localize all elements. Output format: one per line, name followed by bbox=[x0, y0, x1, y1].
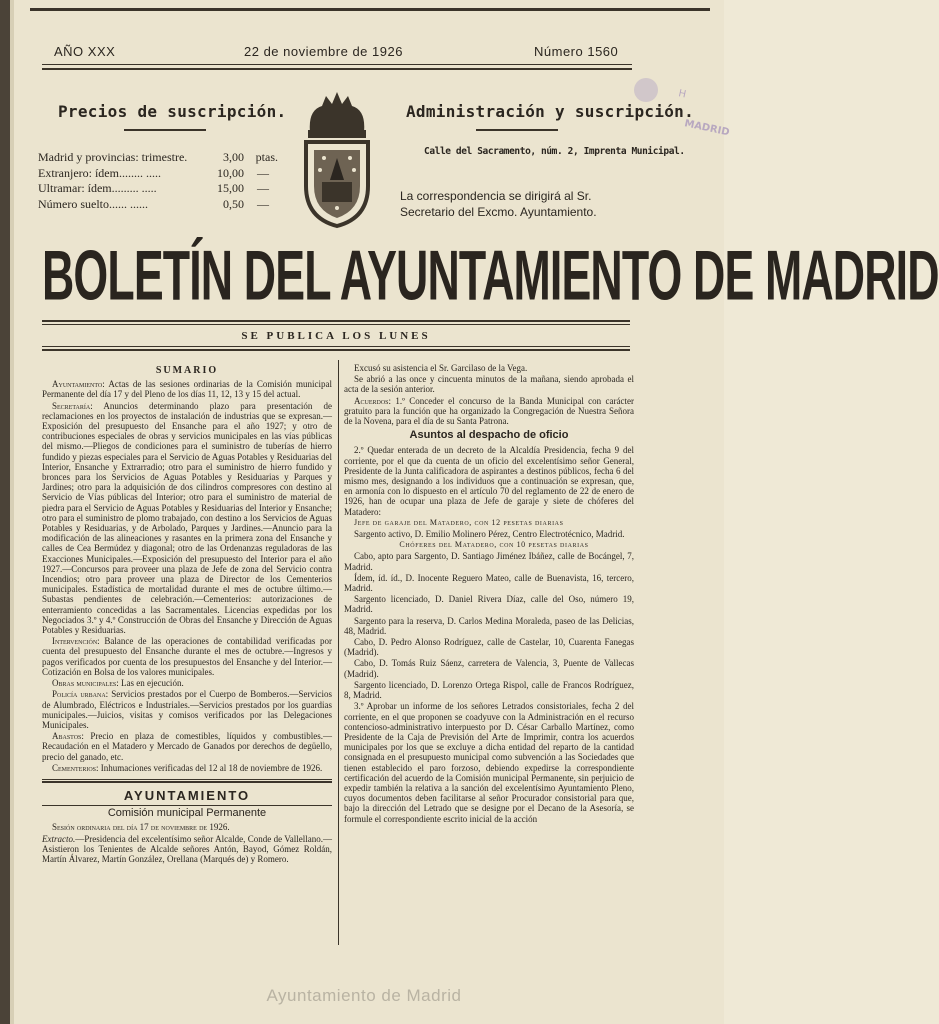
price-row: Número suelto...... ...... 0,50 — bbox=[38, 196, 269, 211]
price-row: Madrid y provincias: trimestre. 3,00 ptas. bbox=[38, 150, 278, 164]
issue-number: Número 1560 bbox=[534, 44, 619, 59]
madrid-coat-of-arms-icon bbox=[300, 90, 374, 232]
list-item: Sargento licenciado, D. Daniel Rivera Díaz, calle del Oso, número 19, Madrid. bbox=[344, 594, 634, 615]
svg-text:MADRID: MADRID bbox=[683, 118, 731, 139]
title-rule-thin bbox=[42, 324, 630, 325]
masthead-rule-bottom bbox=[42, 68, 632, 70]
ayuntamiento-heading: AYUNTAMIENTO bbox=[123, 787, 251, 803]
sumario-paragraph: Ayuntamiento: Actas de las sesiones ordinarias de la Comisión municipal Permanente del día 17 y del Pleno de los días 11, 12, 13 y 15 del actual. bbox=[42, 379, 332, 400]
list-item: Cabo, D. Pedro Alonso Rodríguez, calle de Castelar, 10, Cuarenta Fanegas (Madrid). bbox=[344, 637, 634, 658]
correspondence-note: La correspondencia se dirigirá al Sr. Secretario del Excmo. Ayuntamiento. bbox=[400, 189, 597, 219]
administration-underline bbox=[476, 129, 558, 131]
sumario-paragraph: Intervención: Balance de las operaciones de contabilidad verificadas por cuenta del presupuesto del Ensanche durante el mes de octubre.—Ingresos y pagos verificados por cuenta de los presupuestos del Ensanche y del Interior.—Cotización en Bolsa de los valores municipales. bbox=[42, 636, 332, 677]
list-item: Ídem, íd. íd., D. Inocente Reguero Mateo, calle de Buenavista, 16, tercero, Madrid. bbox=[344, 572, 634, 594]
binding-edge bbox=[0, 0, 10, 1024]
list-item: Sargento licenciado, D. Lorenzo Ortega Rispol, calle de Francos Rodríguez, 8, Madrid. bbox=[344, 679, 634, 701]
left-column bbox=[42, 366, 332, 865]
text-paragraph: 2.º Quedar enterada de un decreto de la Alcaldía Presidencia, fecha 9 del corriente, por el que da cuenta de un oficio del excelentísimo señor General, Presidente de la Junta calificadora de aspirantes a destinos públicos, fecha 6 del mismo mes, designando a los individuos que a continuación se expresan, que, en armonía con lo dispuesto en el artículo 70 del reglamento de 22 de enero de 1926, han de ocupar una plaza de Jefe de garaje y siete de chóferes del Matadero: bbox=[344, 445, 634, 517]
library-stamp-icon bbox=[646, 76, 731, 139]
sumario-paragraph: Secretaría: Anuncios determinando plazo para presentación de reclamaciones en los proyectos de instalación de industrias que se expresan.—Exposición del presupuesto del Ensanche para el año 1927; y otro de contribuciones especiales de obras y servicios municipales en las vías públicas del mismo.—Pliegos de condiciones para el suministro de tuberías de hierro fundido y piezas especiales para el Servicio de Aguas Potables y Residuarias del Interior, Ensanche y Extrarradio; otro para el suministro de hierro fundido y bronces para los Servicios de Aguas Potables y Residuarias y Parques y Jardines; otro para la adquisición de dos cilindros compresores con destino al Servicio de Vías públicas del Interior; otro para el suministro de material de piedra para el Servicio de Aguas Potables y Residuarias del Interior y Ensanche; otro para el suministro de plomo trabajado, con destino a los Servicios de Aguas Potables y Residuarias, y de Arbolado, Parques y Jardines.—Anuncio para la modificación de las alineaciones y rasantes en la primera zona del Ensanche y calles de Cea Bermúdez y diagonal; otro de las Ordenanzas reguladoras de las Exacciones Municipales.—Exposición del presupuesto del Interior para el año 1927.—Concursos para proveer una plaza de Jefe de zona del Servicio contra Incendios; otro para proveer una plaza de Director de los Cementerios municipales. Estadística de mortalidad durante el mes de octubre último.—Subastas pendientes de celebración.—Cementerios: autorizaciones de enterramiento concedidas a las Sacramentales. Licencias expedidas por los Negociados 3.º y 4.º Construcción de Obras del Ensanche y Dirección de Aguas Potables y Residuarias. bbox=[42, 400, 332, 636]
issue-year: AÑO XXX bbox=[54, 44, 116, 59]
masthead-rule-top bbox=[42, 64, 632, 65]
list-item: Cabo, D. Tomás Ruiz Sáenz, carretera de Valencia, 3, Puente de Vallecas (Madrid). bbox=[344, 658, 634, 679]
choferes-heading: Chóferes del Matadero, con 10 pesetas diarias bbox=[399, 540, 589, 550]
asuntos-heading: Asuntos al despacho de oficio bbox=[409, 429, 569, 442]
list-item: Sargento activo, D. Emilio Molinero Pérez, Centro Electrotécnico, Madrid. bbox=[354, 529, 625, 540]
svg-text:H: H bbox=[677, 88, 688, 101]
session-paragraph: Sesión ordinaria del día 17 de noviembre de 1926. bbox=[52, 822, 230, 833]
sumario-paragraph: Cementerios: Inhumaciones verificadas del 12 al 18 de noviembre de 1926. bbox=[52, 762, 323, 773]
sumario-paragraph: Abastos: Precio en plaza de comestibles, líquidos y combustibles.—Recaudación en el Matadero y Mercado de Ganados por derechos de degüello, precio del ganado, etc. bbox=[42, 731, 332, 762]
page-margin bbox=[10, 0, 14, 1024]
text-paragraph: Se abrió a las once y cincuenta minutos de la mañana, siendo aprobada el acta de la sesión anterior. bbox=[344, 374, 634, 395]
list-item: Cabo, apto para Sargento, D. Santiago Jiménez Ibáñez, calle de Bocángel, 7, Madrid. bbox=[344, 551, 634, 572]
price-row: Ultramar: ídem......... ..... 15,00 — bbox=[38, 181, 269, 195]
list-item: Sargento para la reserva, D. Carlos Medina Moraleda, paseo de las Delicias, 48, Madrid. bbox=[344, 615, 634, 636]
column-divider bbox=[338, 360, 339, 945]
section-rule bbox=[42, 805, 332, 806]
section-rule-thick bbox=[42, 781, 332, 783]
issue-date: 22 de noviembre de 1926 bbox=[244, 44, 403, 59]
text-paragraph: Excusó su asistencia el Sr. Garcilaso de la Vega. bbox=[354, 363, 528, 373]
section-rule bbox=[42, 779, 332, 780]
sumario-heading: SUMARIO bbox=[155, 365, 219, 376]
top-rule bbox=[30, 8, 710, 11]
extracto-paragraph: Extracto.—Presidencia del excelentísimo señor Alcalde, Conde de Vallellano.—Asistieron los Tenientes de Alcalde señores Antón, Bayod, Gómez Roldán, Martín Álvarez, Martín González, Orellana (Marqués de) y Romero. bbox=[42, 833, 332, 864]
price-list bbox=[38, 150, 278, 212]
watermark-footer: Ayuntamiento de Madrid bbox=[266, 986, 462, 1005]
jefe-garaje-heading: Jefe de garaje del Matadero, con 12 pesetas diarias bbox=[354, 517, 564, 527]
sumario-paragraph: Obras municipales: Las en ejecución. bbox=[52, 678, 184, 689]
comision-heading: Comisión municipal Permanente bbox=[107, 807, 267, 820]
tagline: SE PUBLICA LOS LUNES bbox=[241, 330, 431, 342]
subscription-underline bbox=[124, 129, 206, 131]
newspaper-title: BOLETÍN DEL AYUNTAMIENTO DE MADRID bbox=[42, 237, 939, 316]
administration-heading: Administración y suscripción. bbox=[406, 102, 695, 121]
sumario-paragraph: Policía urbana: Servicios prestados por el Cuerpo de Bomberos.—Servicios de Alumbrado, Eléctricos e Industriales.—Servicios prestados por los guardias municipales.—Juicios, visitas y comisos verificados por las Delegaciones Municipales. bbox=[42, 689, 332, 730]
right-column bbox=[344, 363, 634, 825]
title-rule-top bbox=[42, 320, 630, 322]
subscription-heading: Precios de suscripción. bbox=[58, 102, 287, 121]
text-paragraph: 3.º Aprobar un informe de los señores Letrados consistoriales, fecha 2 del corriente, en el que proponen se coadyuve con la Administración en el recurso contencioso-administrativo interpuesto por D. César Carballo Martínez, como Presidente de la Caja de Previsión del Arte de Imprimir, contra los acuerdos municipales por los que se excluye a dicha entidad del reparto de la cantidad consignada en el presupuesto municipal como subvención a las Sociedades que tienen establecido el paro forzoso, debiendo expedirse la correspondiente certificación del acuerdo de la Comisión municipal Permanente, sin perjuicio de expedir también la relativa a la sanción del excelentísimo Ayuntamiento Pleno, cuyos documentos deben facilitarse al señor Procurador consistorial para que, bajo la dirección del Letrado que se designe por el Decano de la Asesoría, se formule el correspondiente escrito inicial de la acción bbox=[344, 701, 634, 824]
acuerdos-paragraph: Acuerdos: 1.º Conceder el concurso de la Banda Municipal con carácter gratuito para la función que ha organizado la Congregación de Nuestra Señora de la Novena, para el día de su Santa Patrona. bbox=[344, 395, 634, 427]
tagline-rule bbox=[42, 349, 630, 351]
price-row: Extranjero: ídem........ ..... 10,00 — bbox=[38, 165, 269, 180]
administration-address: Calle del Sacramento, núm. 2, Imprenta Municipal. bbox=[424, 146, 685, 157]
tagline-rule-thin bbox=[42, 346, 630, 347]
